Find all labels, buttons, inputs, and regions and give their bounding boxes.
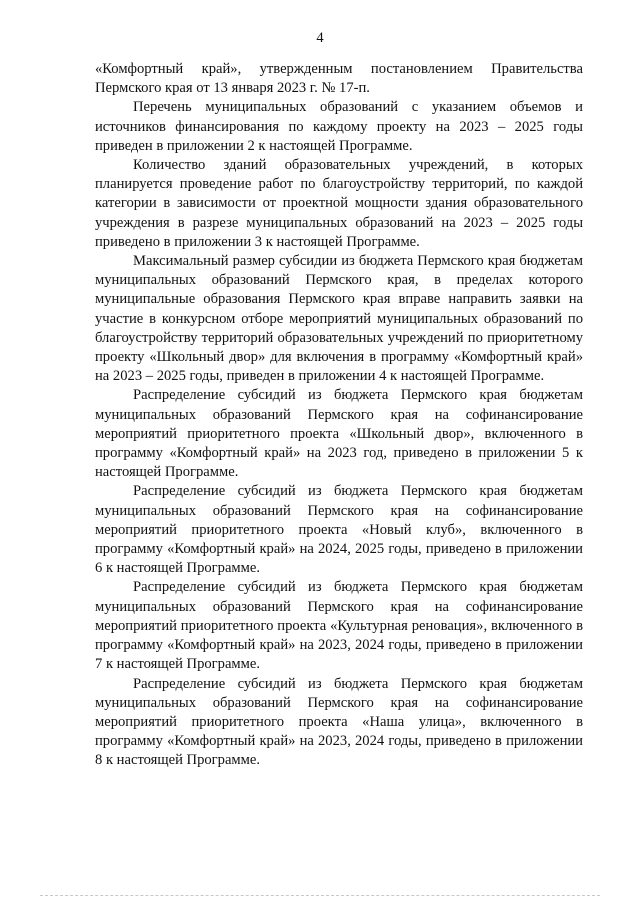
paragraph-continuation: «Комфортный край», утвержденным постановлением Правительства Пермского края от 13 января 2023 г. № 17-п. [95,61,583,97]
paragraph-max-subsidy: Максимальный размер субсидии из бюджета Пермского края бюджетам муниципальных образований Пермского края, в пределах которого муниципальные образования Пермского края вправе направить заявки на участие в конкурсном отборе мероприятий муниципальных образований по благоустройству территорий образовательных учреждений по приоритетному проекту «Школьный двор» для включения в программу «Комфортный край» на 2023 – 2025 годы, приведен в приложении 4 к настоящей Программе. [95,253,583,385]
paragraph-building-count: Количество зданий образовательных учреждений, в которых планируется проведение работ по благоустройству территорий, по каждой категории в зависимости от проектной мощности здания образовательного учреждения в разрезе муниципальных образований на 2023 – 2025 годы приведено в приложении 3 к настоящей Программе. [95,157,583,250]
paragraph-subsidy-cultural-renovation: Распределение субсидий из бюджета Пермского края бюджетам муниципальных образований Пермского края на софинансирование мероприятий приоритетного проекта «Культурная реновация», включенного в программу «Комфортный край» на 2023, 2024 годы, приведено в приложении 7 к настоящей Программе. [95,579,583,673]
paragraph-subsidy-our-street: Распределение субсидий из бюджета Пермского края бюджетам муниципальных образований Пермского края на софинансирование мероприятий приоритетного проекта «Наша улица», включенного в программу «Комфортный край» на 2023, 2024 годы, приведено в приложении 8 к настоящей Программе. [95,675,583,769]
page-number: 4 [316,30,324,46]
paragraph-municipal-list: Перечень муниципальных образований с указанием объемов и источников финансирования по каждому проекту на 2023 – 2025 годы приведен в приложении 2 к настоящей Программе. [95,99,583,154]
footer-divider [40,895,600,896]
document-body [95,60,583,771]
paragraph-subsidy-school-yard: Распределение субсидий из бюджета Пермского края бюджетам муниципальных образований Пермского края на софинансирование мероприятий приоритетного проекта «Школьный двор», включенного в программу «Комфортный край» на 2023 год, приведено в приложении 5 к настоящей Программе. [95,387,583,481]
paragraph-subsidy-new-club: Распределение субсидий из бюджета Пермского края бюджетам муниципальных образований Пермского края на софинансирование мероприятий приоритетного проекта «Новый клуб», включенного в программу «Комфортный край» на 2024, 2025 годы, приведено в приложении 6 к настоящей Программе. [95,483,583,577]
